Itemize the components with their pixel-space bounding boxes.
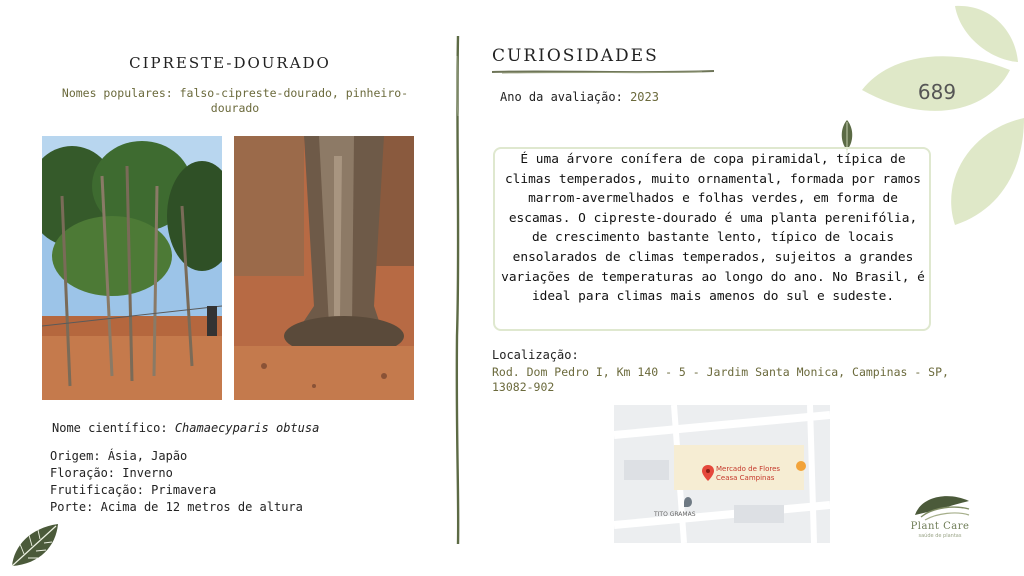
fact-size	[50, 499, 303, 516]
plant-number: 689	[917, 80, 957, 104]
fact-value: Acima de 12 metros de altura	[100, 500, 303, 514]
poi-food-icon[interactable]	[796, 461, 806, 471]
brand-name: Plant Care	[910, 521, 970, 532]
plant-photo-trees	[42, 136, 222, 400]
fact-origin	[50, 448, 303, 465]
plant-facts	[50, 448, 303, 516]
popular-names-label: Nomes populares:	[61, 86, 173, 100]
description-text: É uma árvore conífera de copa piramidal, típica de climas temperados, muito ornamental, formada por ramos marrom-avermelhados e folhas verdes, em forma de escamas. O cipreste-dourado é uma planta perenifólia, de crescimento bastante lento, típico de locais ensolarados de climas temperados, sujeitos a grandes variações de temperaturas ao longo do ano. No Brasil, é ideal para climas mais amenos do sul e sudeste.	[501, 152, 925, 305]
fact-flowering	[50, 465, 303, 482]
fact-label: Porte:	[50, 500, 94, 514]
nearby-pin-icon[interactable]	[684, 497, 692, 507]
popular-names-value: falso-cipreste-dourado, pinheiro-dourado	[179, 86, 409, 115]
location-address: Rod. Dom Pedro I, Km 140 - 5 - Jardim Santa Monica, Campinas - SP, 13082-902	[492, 365, 949, 394]
title-underline	[492, 68, 714, 76]
fact-label: Frutificação:	[50, 483, 144, 497]
evaluation-year-label: Ano da avaliação:	[500, 90, 623, 104]
column-divider	[451, 36, 465, 544]
map-place-line: Mercado de Flores	[716, 465, 781, 473]
leaf-icon	[10, 522, 60, 568]
plant-name: CIPRESTE-DOURADO	[129, 54, 331, 72]
brand-tagline: saúde de plantas	[918, 533, 962, 539]
scientific-name-label: Nome científico:	[52, 421, 168, 435]
fact-fruiting	[50, 482, 303, 499]
popular-names	[50, 86, 420, 116]
scientific-name	[52, 421, 319, 435]
evaluation-year-value: 2023	[630, 90, 659, 104]
fact-value: Inverno	[122, 466, 173, 480]
fact-value: Ásia, Japão	[107, 449, 188, 463]
map-pin-icon[interactable]	[702, 465, 714, 481]
location-map[interactable]	[614, 405, 830, 543]
map-place-label[interactable]	[716, 465, 796, 483]
evaluation-year	[500, 90, 659, 104]
plant-photo-trunk	[234, 136, 414, 400]
fact-label: Floração:	[50, 466, 116, 480]
map-place-line: Ceasa Campinas	[716, 474, 775, 482]
curiosities-title: CURIOSIDADES	[492, 46, 659, 66]
nearby-label: TITO GRAMAS	[654, 511, 696, 518]
scientific-name-value: Chamaecyparis obtusa	[174, 421, 320, 435]
location-label: Localização:	[492, 348, 579, 362]
fact-label: Origem:	[50, 449, 101, 463]
fact-value: Primavera	[151, 483, 217, 497]
